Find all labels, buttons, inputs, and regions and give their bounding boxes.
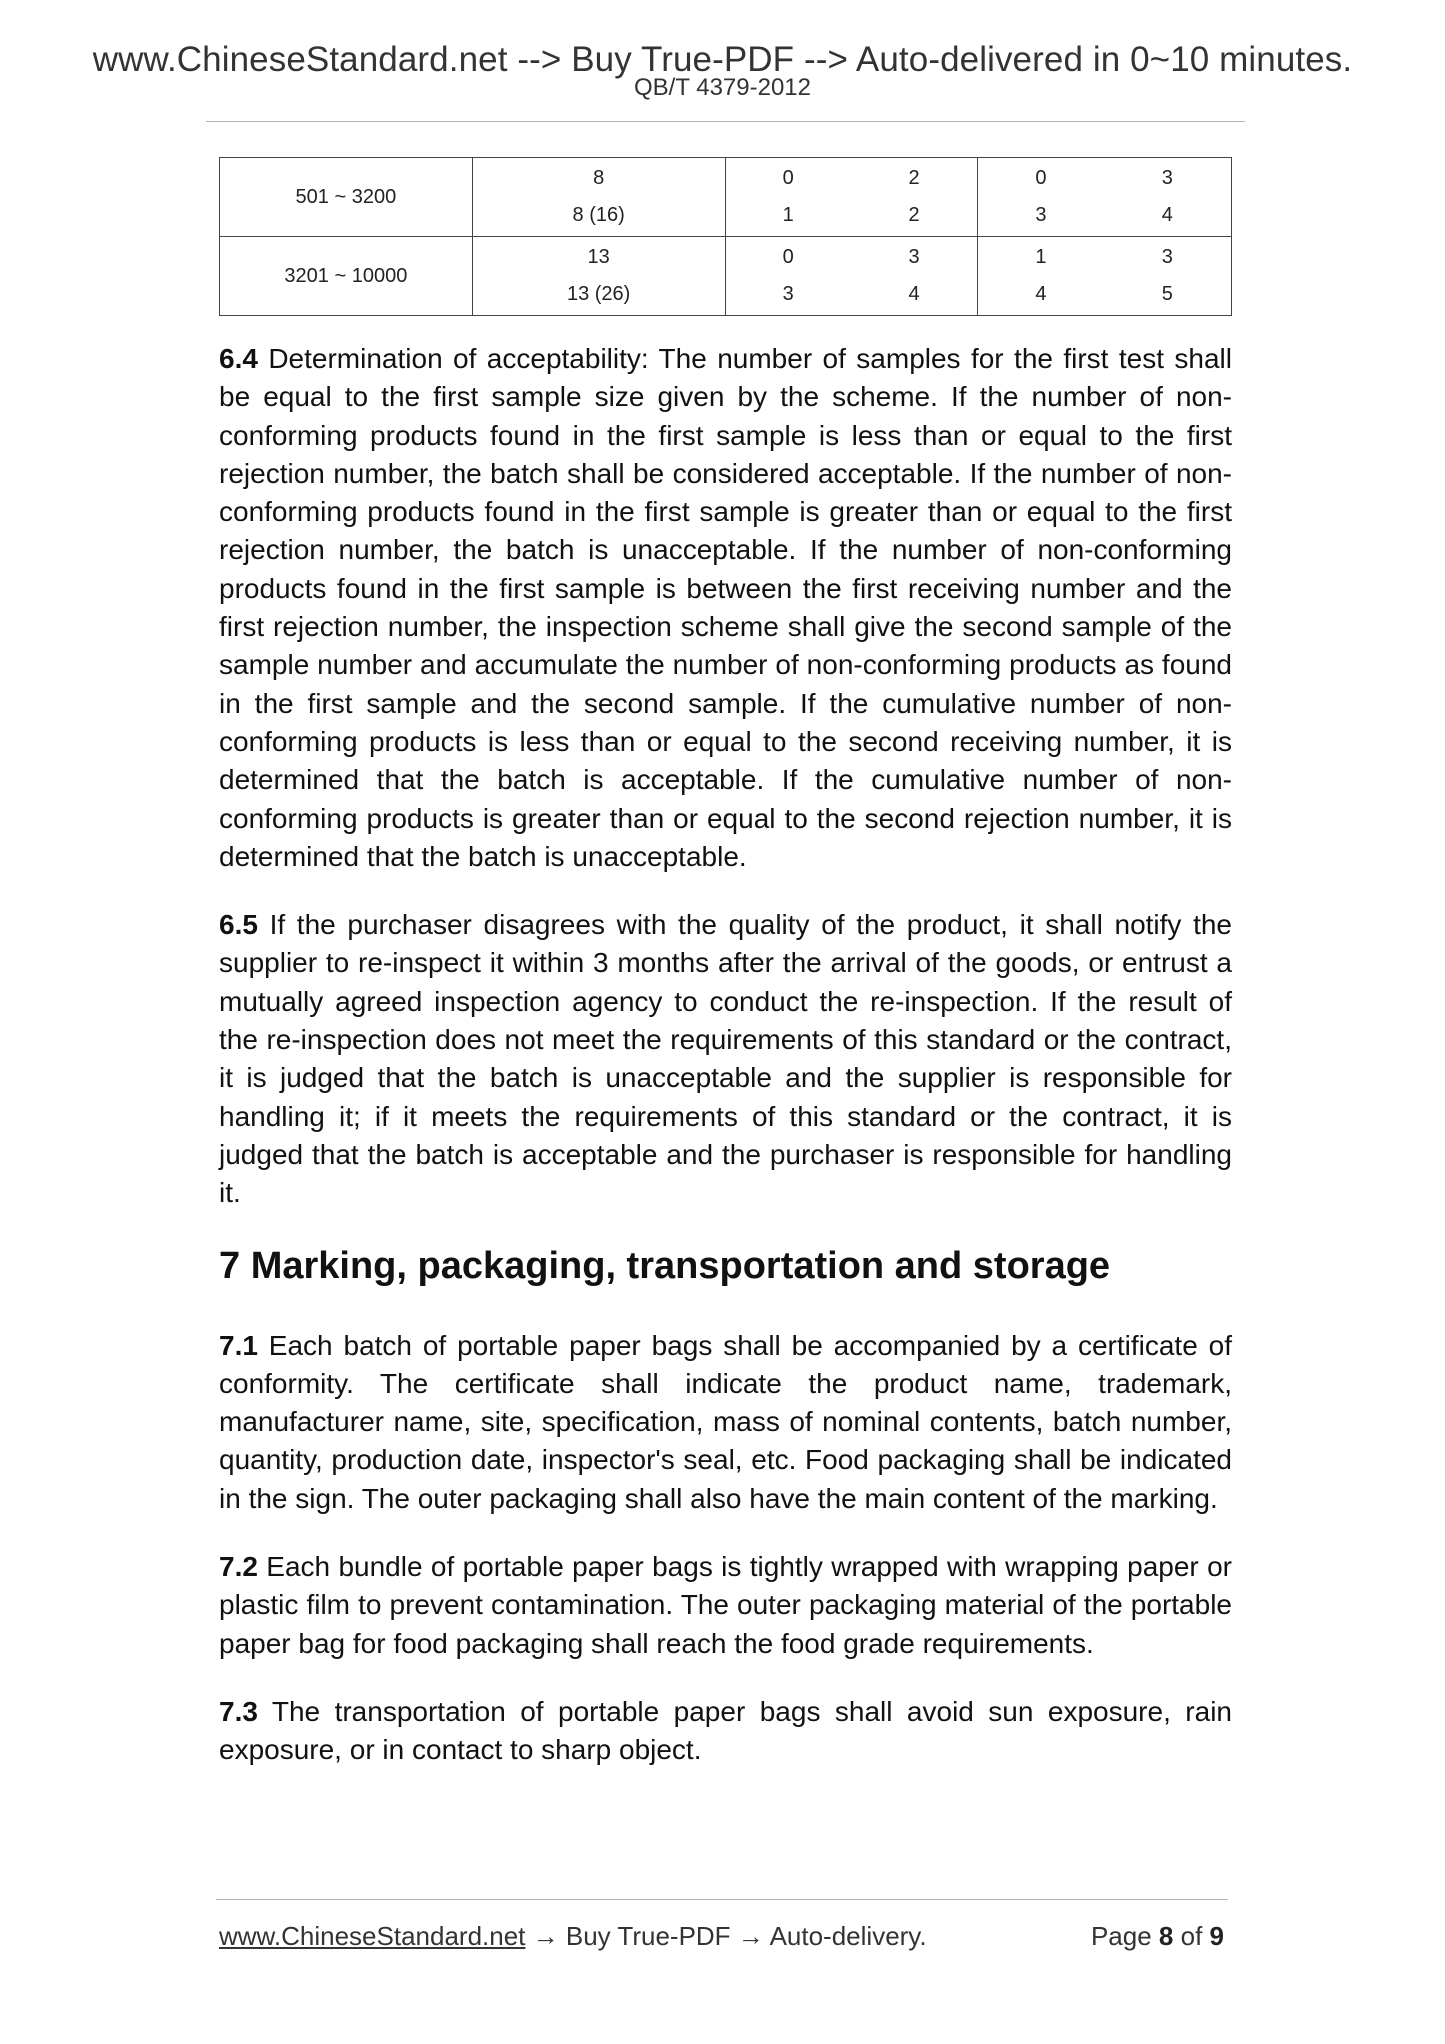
clause-text: The transportation of portable paper bags shall avoid sun exposure, rain exposure, or in contact to sharp object. bbox=[219, 1695, 1232, 1766]
table-cell: 3 bbox=[978, 197, 1104, 237]
top-banner: www.ChineseStandard.net --> Buy True-PDF --> Auto-delivered in 0~10 minutes. bbox=[92, 40, 1353, 79]
page-total: 9 bbox=[1209, 1921, 1224, 1951]
table-cell: 1 bbox=[725, 197, 851, 237]
clause-text: Each bundle of portable paper bags is tightly wrapped with wrapping paper or plastic film to prevent contamination. The outer packaging material of the portable paper bag for food packaging shall reach the food grade requirements. bbox=[219, 1551, 1232, 1659]
clause-text: Determination of acceptability: The number of samples for the first test shall be equal to the first sample size given by the scheme. If the number of non-conforming products found in the first sample is less than or equal to the first rejection number, the batch shall be considered acceptable. If the number of non-conforming products found in the first sample is greater than or equal to the first rejection number, the batch is unacceptable. If the number of non-conforming products found in the first sample is between the first receiving number and the first rejection number, the inspection scheme shall give the second sample of the sample number and accumulate the number of non-conforming products as found in the first sample and the second sample. If the cumulative number of non-conforming products is less than or equal to the second receiving number, it is determined that the batch is acceptable. If the cumulative number of non-conforming products is greater than or equal to the second rejection number, it is determined that the batch is unacceptable. bbox=[219, 343, 1232, 872]
table-cell: 3 bbox=[1104, 158, 1232, 198]
table-cell: 5 bbox=[1104, 276, 1232, 316]
table-cell: 2 bbox=[851, 158, 978, 198]
table-cell: 3 bbox=[1104, 237, 1232, 277]
clause-text: If the purchaser disagrees with the quality of the product, it shall notify the supplier to re-inspect it within 3 months after the arrival of the goods, or entrust a mutually agreed inspection agency to conduct the re-inspection. If the result of the re-inspection does not meet the requirements of this standard or the contract, it is judged that the batch is unacceptable and the supplier is responsible for handling it; if it meets the requirements of this standard or the contract, it is judged that the batch is acceptable and the purchaser is responsible for handling it. bbox=[219, 909, 1232, 1209]
footer-promo bbox=[219, 1920, 927, 1952]
footer-divider bbox=[216, 1899, 1228, 1900]
footer-tagline: → Buy True-PDF → Auto-delivery. bbox=[525, 1921, 927, 1951]
table-cell: 4 bbox=[1104, 197, 1232, 237]
clause-number: 7.2 bbox=[219, 1551, 258, 1583]
clause-7-3 bbox=[219, 1693, 1232, 1770]
page-number: 8 bbox=[1158, 1921, 1174, 1951]
table-cell: 3 bbox=[851, 237, 978, 277]
sampling-scheme-table bbox=[219, 157, 1232, 316]
table-row bbox=[220, 158, 1232, 198]
document-code: QB/T 4379-2012 bbox=[633, 74, 811, 101]
clause-7-1 bbox=[219, 1327, 1232, 1518]
table-cell: 4 bbox=[851, 276, 978, 316]
sample-size-cell: 8 bbox=[472, 158, 725, 198]
clause-number: 7.1 bbox=[219, 1329, 258, 1361]
clause-text: Each batch of portable paper bags shall be accompanied by a certificate of conformity. The certificate shall indicate the product name, trademark, manufacturer name, site, specification, mass of nominal contents, batch number, quantity, production date, inspector's seal, etc. Food packaging shall be indicated in the sign. The outer packaging shall also have the main content of the marking. bbox=[219, 1329, 1232, 1514]
batch-range-cell: 501 ~ 3200 bbox=[220, 158, 473, 237]
sample-size-cell: 13 (26) bbox=[472, 276, 725, 316]
sample-size-cell: 8 (16) bbox=[472, 197, 725, 237]
clause-6-4 bbox=[219, 340, 1232, 876]
clause-7-2 bbox=[219, 1548, 1232, 1663]
clause-number: 7.3 bbox=[219, 1695, 258, 1727]
page-of-label: of bbox=[1180, 1921, 1203, 1951]
clause-6-5 bbox=[219, 906, 1232, 1212]
clause-number: 6.4 bbox=[219, 343, 258, 374]
table-cell: 3 bbox=[725, 276, 851, 316]
page-indicator bbox=[1091, 1920, 1224, 1952]
table-cell: 2 bbox=[851, 197, 978, 237]
page-label: Page bbox=[1090, 1921, 1152, 1951]
section-heading: 7 Marking, packaging, transportation and storage bbox=[219, 1244, 1111, 1287]
header-divider bbox=[206, 121, 1245, 122]
footer-site-link[interactable]: www.ChineseStandard.net bbox=[219, 1921, 526, 1951]
batch-range-cell: 3201 ~ 10000 bbox=[220, 237, 473, 316]
table-row bbox=[220, 237, 1232, 277]
document-body bbox=[219, 340, 1232, 1800]
table-cell: 0 bbox=[978, 158, 1104, 198]
table-cell: 4 bbox=[978, 276, 1104, 316]
clause-number: 6.5 bbox=[219, 909, 258, 941]
table-cell: 0 bbox=[725, 158, 851, 198]
sample-size-cell: 13 bbox=[472, 237, 725, 277]
table-cell: 0 bbox=[725, 237, 851, 277]
table-cell: 1 bbox=[978, 237, 1104, 277]
